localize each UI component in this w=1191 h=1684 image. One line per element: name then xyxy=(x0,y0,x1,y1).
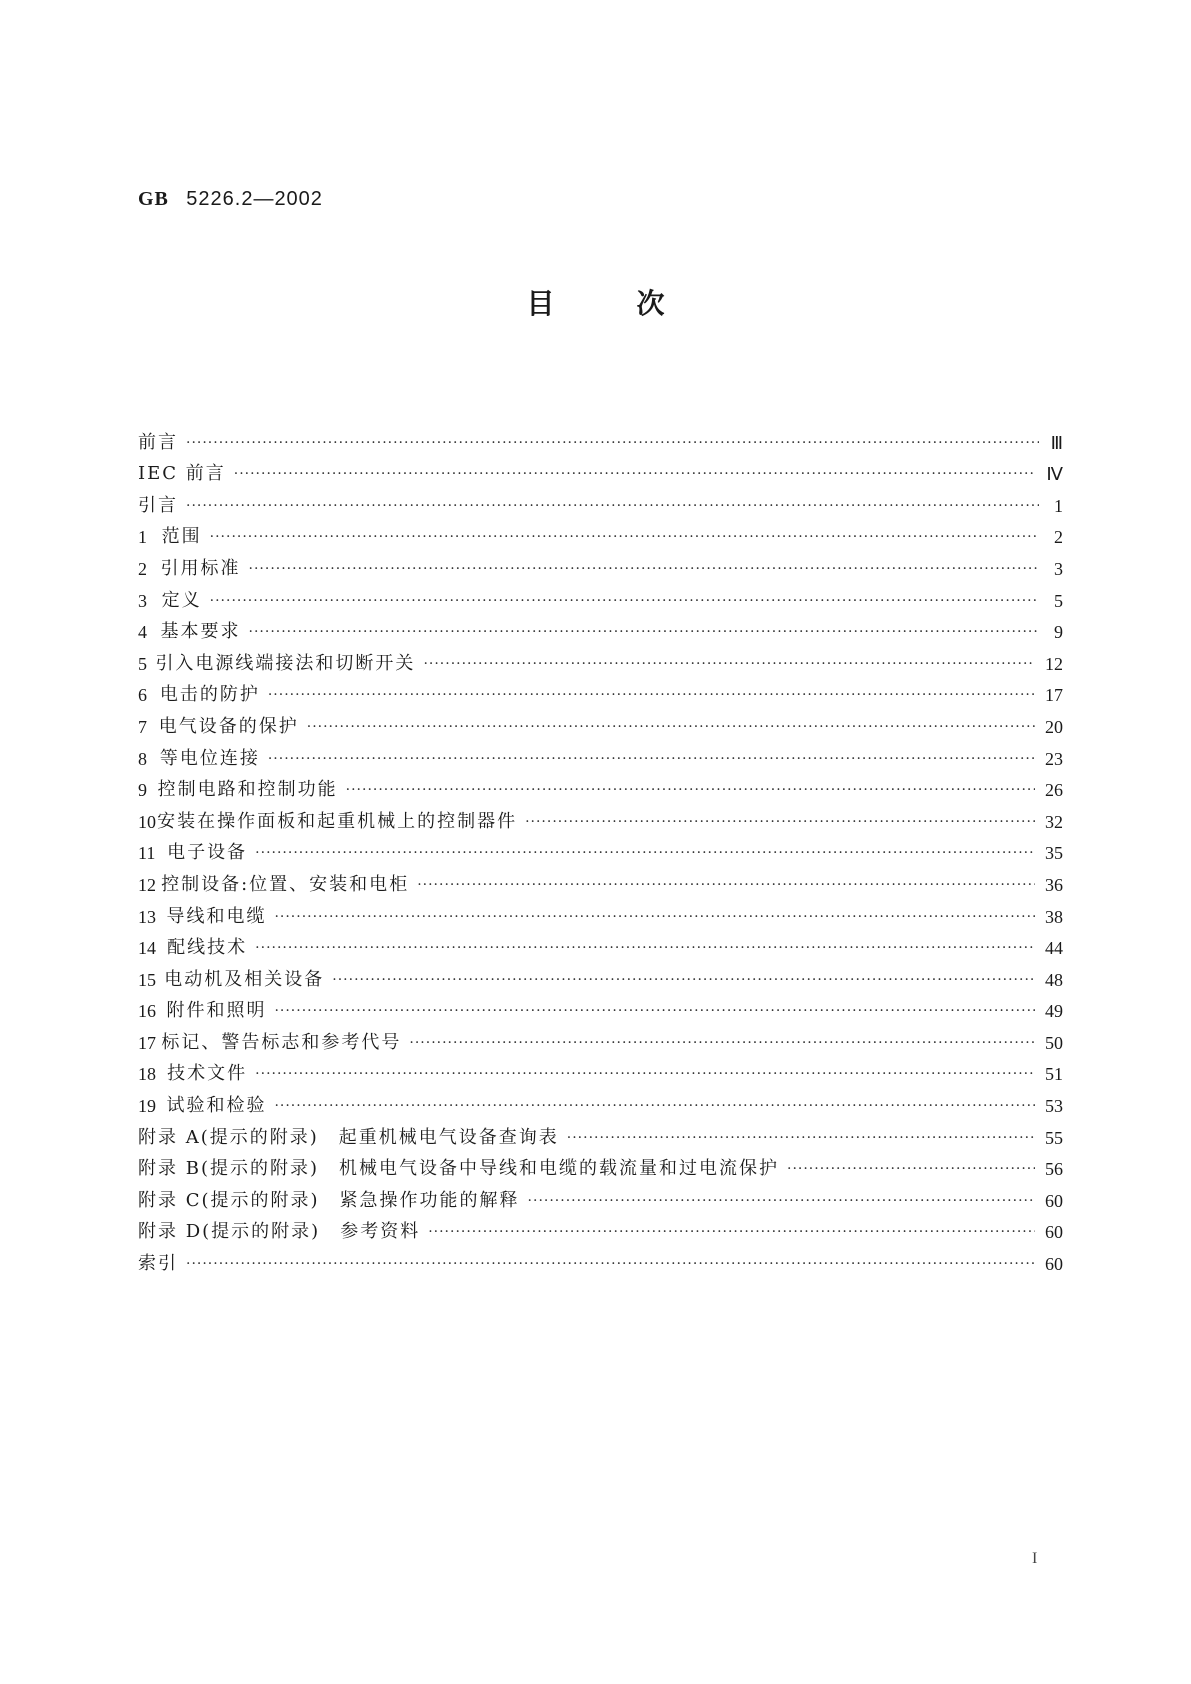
toc-entry-page: 51 xyxy=(1045,1064,1063,1085)
toc-entry-page: 56 xyxy=(1045,1159,1063,1180)
toc-entry[interactable] xyxy=(138,675,1063,707)
toc-entry[interactable] xyxy=(138,1180,1063,1212)
toc-leader-dots xyxy=(525,814,1035,830)
toc-entry-label: 附件和照明 xyxy=(166,1000,267,1022)
toc-entry-number: 12 xyxy=(138,874,156,895)
toc-entry[interactable] xyxy=(138,706,1063,738)
toc-entry-label: IEC 前言 xyxy=(138,463,226,485)
toc-entry-number: 17 xyxy=(138,1032,156,1053)
toc-leader-dots xyxy=(332,972,1035,988)
toc-leader-dots xyxy=(210,593,1039,609)
toc-entry-label: 技术文件 xyxy=(167,1063,248,1085)
toc-entry-label: 控制设备:位置、安装和电柜 xyxy=(161,873,410,895)
toc-entry-label: 安装在操作面板和起重机械上的控制器件 xyxy=(157,810,518,832)
toc-leader-dots xyxy=(210,529,1039,545)
toc-entry-number: 9 xyxy=(138,780,147,801)
toc-entry-label: 附录 A(提示的附录) 起重机械电气设备查询表 xyxy=(138,1126,559,1148)
toc-entry-page: 60 xyxy=(1045,1254,1063,1275)
toc-entry-page: 3 xyxy=(1054,558,1063,579)
toc-entry-label: 标记、警告标志和参考代号 xyxy=(161,1031,402,1053)
toc-entry[interactable] xyxy=(138,801,1063,833)
toc-leader-dots xyxy=(307,719,1035,735)
toc-entry-number: 13 xyxy=(138,906,156,927)
toc-entry-number: 14 xyxy=(138,938,156,959)
toc-entry-number: 10 xyxy=(138,811,156,832)
page-title: 目次 xyxy=(526,287,747,320)
toc-entry-page: 12 xyxy=(1045,653,1063,674)
toc-entry-label: 定义 xyxy=(161,589,202,611)
toc-entry-number: 16 xyxy=(138,1001,156,1022)
toc-entry[interactable] xyxy=(138,991,1063,1023)
toc-entry-page: 9 xyxy=(1054,622,1063,643)
toc-leader-dots xyxy=(787,1161,1035,1177)
toc-leader-dots xyxy=(255,1066,1035,1082)
toc-leader-dots xyxy=(428,1224,1035,1240)
toc-entry-page: Ⅳ xyxy=(1046,464,1063,485)
toc-entry[interactable] xyxy=(138,1022,1063,1054)
toc-entry-number: 8 xyxy=(138,748,147,769)
toc-entry-page: 20 xyxy=(1045,716,1063,737)
toc-entry[interactable] xyxy=(138,580,1063,612)
toc-leader-dots xyxy=(274,1003,1035,1019)
toc-leader-dots xyxy=(417,877,1035,893)
toc-entry-page: 48 xyxy=(1045,969,1063,990)
toc-leader-dots xyxy=(274,909,1035,925)
toc-entry[interactable] xyxy=(138,643,1063,675)
toc-entry-page: 2 xyxy=(1054,527,1063,548)
toc-entry-label: 电子设备 xyxy=(167,842,248,864)
toc-entry-page: 55 xyxy=(1045,1127,1063,1148)
toc-entry-number: 7 xyxy=(138,716,147,737)
toc-entry-page: 36 xyxy=(1045,874,1063,895)
toc-entry-page: 53 xyxy=(1045,1096,1063,1117)
toc-entry-label: 试验和检验 xyxy=(166,1095,267,1117)
toc-entry-page: 1 xyxy=(1054,495,1063,516)
toc-entry-page: 38 xyxy=(1045,906,1063,927)
toc-entry-number: 15 xyxy=(138,969,156,990)
toc-leader-dots xyxy=(409,1035,1035,1051)
toc-entry-page: 60 xyxy=(1045,1190,1063,1211)
toc-entry-page: 49 xyxy=(1045,1001,1063,1022)
toc-entry-number: 19 xyxy=(138,1096,156,1117)
toc-entry[interactable] xyxy=(138,928,1063,960)
toc-entry[interactable] xyxy=(138,864,1063,896)
toc-entry-label: 引用标准 xyxy=(160,557,241,579)
toc-leader-dots xyxy=(234,466,1037,482)
toc-entry-number: 18 xyxy=(138,1064,156,1085)
toc-entry-page: 50 xyxy=(1045,1032,1063,1053)
toc-leader-dots xyxy=(268,751,1035,767)
toc-entry[interactable] xyxy=(138,1085,1063,1117)
toc-entry-page: 60 xyxy=(1045,1222,1063,1243)
toc-entry[interactable] xyxy=(138,833,1063,865)
toc-entry-label: 附录 D(提示的附录) 参考资料 xyxy=(138,1221,421,1243)
toc-entry-label: 电动机及相关设备 xyxy=(164,968,325,990)
toc-entry-page: 5 xyxy=(1054,590,1063,611)
toc-entry[interactable] xyxy=(138,770,1063,802)
document-header xyxy=(138,186,323,211)
toc-entry-page: 35 xyxy=(1045,843,1063,864)
toc-entry-page: 32 xyxy=(1045,811,1063,832)
toc-leader-dots xyxy=(186,435,1039,451)
toc-entry[interactable] xyxy=(138,548,1063,580)
toc-leader-dots xyxy=(346,782,1035,798)
toc-entry-page: Ⅲ xyxy=(1050,432,1063,453)
toc-entry-label: 等电位连接 xyxy=(159,747,260,769)
toc-leader-dots xyxy=(255,845,1035,861)
toc-entry[interactable] xyxy=(138,959,1063,991)
page-number: I xyxy=(1032,1550,1038,1567)
toc-entry-page: 17 xyxy=(1045,685,1063,706)
toc-entry[interactable] xyxy=(138,1212,1063,1244)
toc-entry-page: 44 xyxy=(1045,938,1063,959)
toc-entry-label: 前言 xyxy=(138,431,178,453)
toc-entry-page: 23 xyxy=(1045,748,1063,769)
toc-entry-number: 1 xyxy=(138,527,147,548)
toc-leader-dots xyxy=(423,656,1035,672)
toc-leader-dots xyxy=(249,624,1039,640)
toc-entry-label: 引入电源线端接法和切断开关 xyxy=(155,652,416,674)
toc-leader-dots xyxy=(249,561,1039,577)
toc-entry-label: 附录 C(提示的附录) 紧急操作功能的解释 xyxy=(138,1189,520,1211)
toc-leader-dots xyxy=(186,498,1039,514)
toc-entry-label: 电气设备的保护 xyxy=(158,715,299,737)
toc-entry[interactable] xyxy=(138,422,1063,454)
toc-entry-label: 电击的防护 xyxy=(159,684,260,706)
toc-entry-label: 控制电路和控制功能 xyxy=(157,779,338,801)
standard-prefix: GB xyxy=(138,188,169,210)
toc-entry-number: 5 xyxy=(138,653,147,674)
toc-leader-dots xyxy=(274,1098,1035,1114)
toc-entry-label: 导线和电缆 xyxy=(166,905,267,927)
toc-entry-number: 4 xyxy=(138,622,147,643)
toc-entry[interactable] xyxy=(138,1149,1063,1181)
toc-leader-dots xyxy=(567,1130,1035,1146)
toc-entry-number: 11 xyxy=(138,843,156,864)
toc-entry[interactable] xyxy=(138,485,1063,517)
toc-entry-label: 基本要求 xyxy=(160,621,241,643)
toc-entry[interactable] xyxy=(138,1054,1063,1086)
toc-entry-label: 配线技术 xyxy=(167,937,248,959)
toc-entry-number: 3 xyxy=(138,590,147,611)
toc-entry[interactable] xyxy=(138,738,1063,770)
toc-entry[interactable] xyxy=(138,1243,1063,1275)
toc-leader-dots xyxy=(528,1193,1035,1209)
standard-number: 5226.2—2002 xyxy=(186,188,323,210)
toc-entry[interactable] xyxy=(138,1117,1063,1149)
toc-entry[interactable] xyxy=(138,517,1063,549)
toc-entry-number: 6 xyxy=(138,685,147,706)
toc-leader-dots xyxy=(255,940,1035,956)
toc-entry[interactable] xyxy=(138,612,1063,644)
toc-entry-label: 范围 xyxy=(161,526,202,548)
toc-leader-dots xyxy=(186,1256,1035,1272)
toc-entry-page: 26 xyxy=(1045,780,1063,801)
toc-entry-label: 引言 xyxy=(138,494,178,516)
toc-entry[interactable] xyxy=(138,454,1063,486)
toc-entry-label: 附录 B(提示的附录) 机械电气设备中导线和电缆的载流量和过电流保护 xyxy=(138,1158,779,1180)
toc-entry-number: 2 xyxy=(138,558,147,579)
table-of-contents xyxy=(138,422,1063,1275)
toc-entry[interactable] xyxy=(138,896,1063,928)
toc-leader-dots xyxy=(268,687,1035,703)
toc-entry-label: 索引 xyxy=(138,1253,178,1275)
